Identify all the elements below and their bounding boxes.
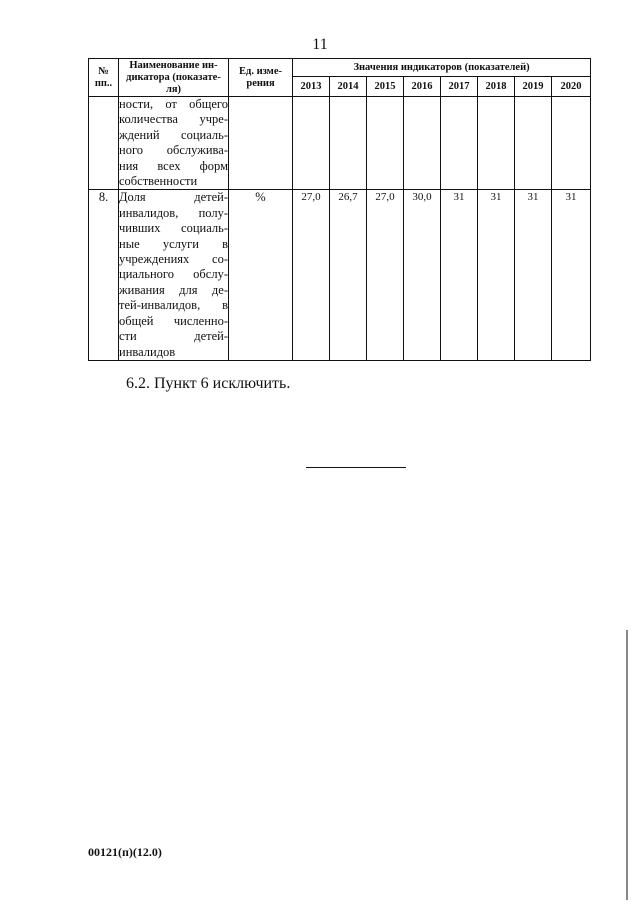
indicators-table	[88, 58, 591, 361]
value-cell	[330, 97, 367, 190]
value-cell: 31	[515, 190, 552, 360]
scan-edge-mark	[626, 630, 628, 900]
header-col-unit: Ед. изме- рения	[229, 59, 293, 97]
value-cell	[404, 97, 441, 190]
header-year: 2018	[478, 77, 515, 97]
value-cell: 27,0	[293, 190, 330, 360]
header-year: 2020	[552, 77, 591, 97]
header-col-name: Наименование ин- дикатора (показате- ля)	[119, 59, 229, 97]
row-number: 8.	[89, 190, 119, 360]
value-cell: 31	[478, 190, 515, 360]
indicator-name: Доля детей- инвалидов, полу- чивших социаль- ные услуги в учреждениях со- циального обслу- живания для де- тей-инвалидов, в общей численно- сти детей- инвалидов	[119, 190, 228, 359]
value-cell: 31	[441, 190, 478, 360]
value-cell: 31	[552, 190, 591, 360]
page-number: 11	[312, 36, 328, 53]
header-year: 2014	[330, 77, 367, 97]
value-cell	[478, 97, 515, 190]
edit-note: 6.2. Пункт 6 исключить.	[126, 375, 291, 392]
header-year: 2017	[441, 77, 478, 97]
separator-line	[306, 467, 406, 468]
table-row	[89, 190, 591, 360]
row-number	[89, 97, 119, 190]
unit-cell	[229, 97, 293, 190]
indicator-name: ности, от общего количества учре- ждений социаль- ного обслужива- ния всех форм собственности	[119, 97, 228, 189]
value-cell: 26,7	[330, 190, 367, 360]
value-cell: 27,0	[367, 190, 404, 360]
value-cell: 30,0	[404, 190, 441, 360]
value-cell	[552, 97, 591, 190]
header-year: 2016	[404, 77, 441, 97]
header-col-num: № пп..	[89, 59, 119, 97]
value-cell	[367, 97, 404, 190]
unit-cell: %	[229, 190, 293, 360]
value-cell	[441, 97, 478, 190]
header-values-group: Значения индикаторов (показателей)	[293, 59, 591, 77]
header-year: 2015	[367, 77, 404, 97]
value-cell	[293, 97, 330, 190]
header-year: 2013	[293, 77, 330, 97]
table-row	[89, 97, 591, 190]
header-year: 2019	[515, 77, 552, 97]
document-code: 00121(п)(12.0)	[88, 845, 162, 859]
value-cell	[515, 97, 552, 190]
